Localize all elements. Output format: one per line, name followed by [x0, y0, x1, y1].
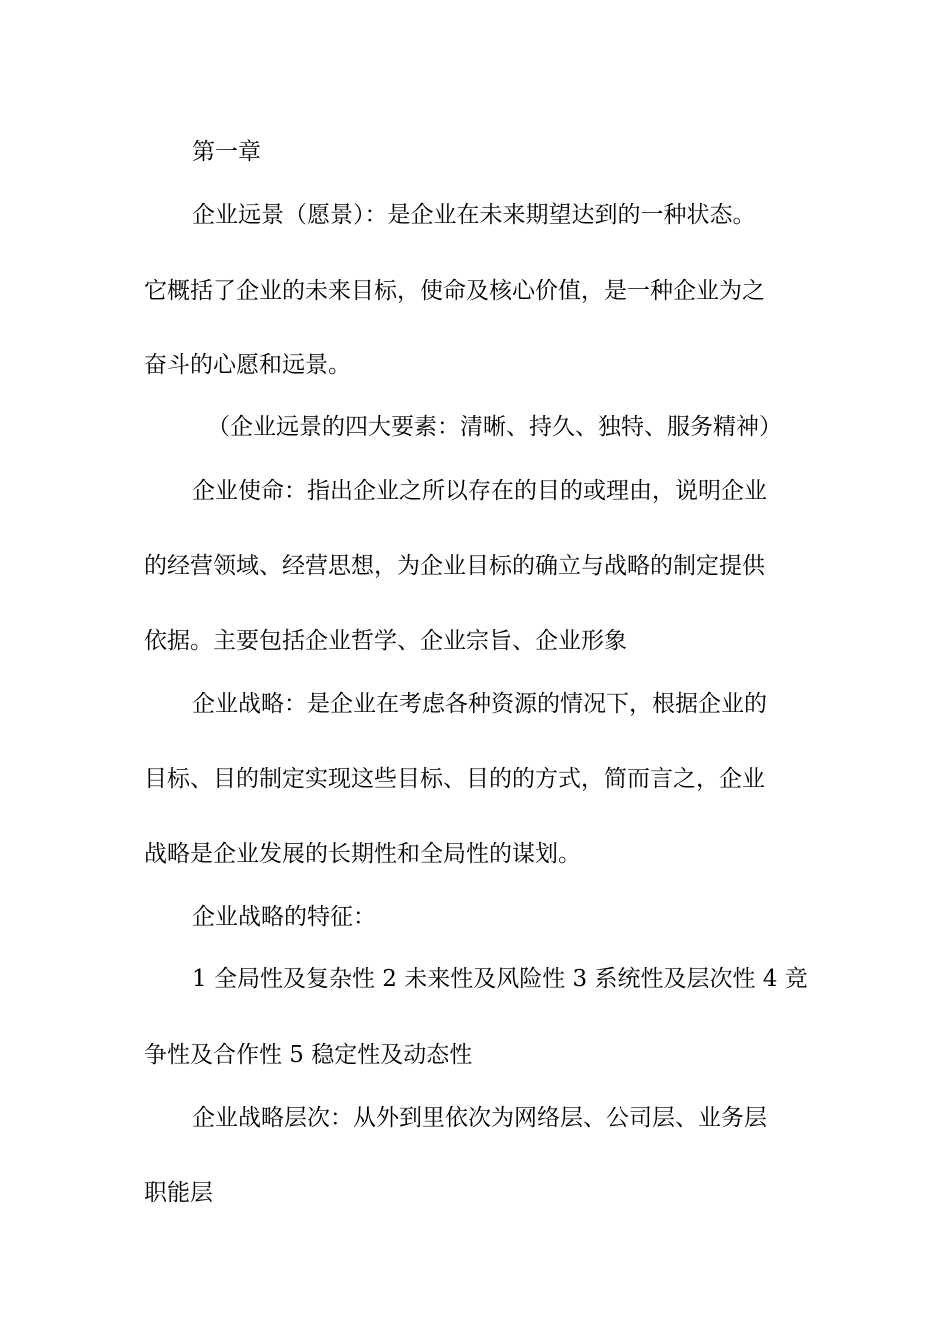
paragraph-line: 企业战略层次：从外到里依次为网络层、公司层、业务层 [192, 1105, 767, 1131]
paragraph-line: 的经营领域、经营思想，为企业目标的确立与战略的制定提供 [144, 553, 765, 579]
paragraph-line: 战略是企业发展的长期性和全局性的谋划。 [144, 841, 581, 867]
paragraph-line: 企业战略的特征： [192, 904, 376, 930]
paragraph-line: （企业远景的四大要素：清晰、持久、独特、服务精神） [207, 414, 782, 440]
paragraph-line: 企业战略：是企业在考虑各种资源的情况下，根据企业的 [192, 691, 767, 717]
paragraph-line: 奋斗的心愿和远景。 [144, 352, 351, 378]
paragraph-line: 职能层 [144, 1180, 213, 1206]
paragraph-line: 1 全局性及复杂性 2 未来性及风险性 3 系统性及层次性 4 竞 [192, 966, 808, 992]
paragraph-line: 企业远景（愿景）：是企业在未来期望达到的一种状态。 [192, 202, 756, 228]
paragraph-line: 目标、目的制定实现这些目标、目的的方式，简而言之，企业 [144, 766, 765, 792]
paragraph-line: 争性及合作性 5 稳定性及动态性 [144, 1042, 473, 1068]
paragraph-line: 企业使命：指出企业之所以存在的目的或理由，说明企业 [192, 478, 767, 504]
paragraph-line: 它概括了企业的未来目标，使命及核心价值，是一种企业为之 [144, 278, 765, 304]
paragraph-line: 依据。主要包括企业哲学、企业宗旨、企业形象 [144, 628, 627, 654]
chapter-heading: 第一章 [192, 139, 261, 165]
